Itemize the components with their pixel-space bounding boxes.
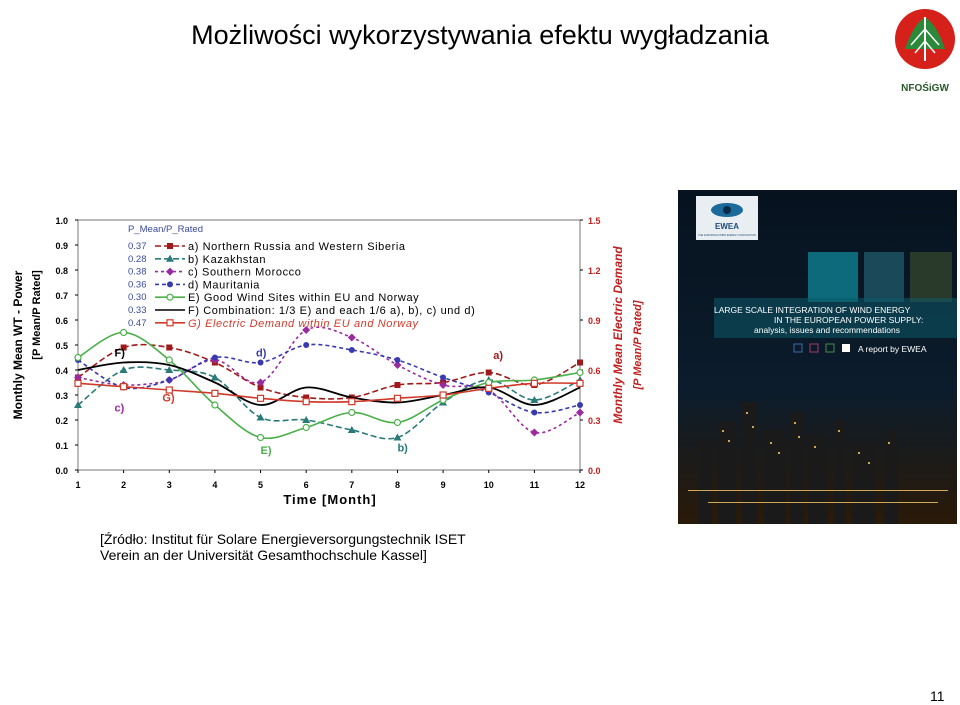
y-tick-label: 0.5	[55, 341, 68, 351]
y-axis-sublabel: [P Mean/P Rated]	[31, 270, 43, 360]
data-point	[167, 294, 173, 300]
x-tick-label: 11	[529, 480, 540, 490]
x-tick-label: 9	[440, 480, 446, 490]
legend-mean: 0.47	[128, 317, 147, 329]
series-annotation: d)	[255, 347, 267, 360]
y2-axis-sublabel: [P Mean/P Rated]	[632, 300, 644, 390]
x-tick-label: 7	[349, 480, 355, 490]
legend-label: c) Southern Morocco	[188, 266, 302, 279]
data-point	[167, 281, 173, 287]
legend-mean: 0.33	[128, 305, 147, 316]
data-point	[440, 392, 446, 398]
logo-text: NFOŚiGW	[901, 83, 949, 94]
legend-mean: 0.38	[128, 266, 147, 278]
data-point	[577, 370, 583, 376]
legend-label: d) Mauritania	[188, 279, 260, 292]
x-tick-label: 3	[166, 480, 172, 490]
data-point	[258, 435, 264, 441]
book-title-line2: IN THE EUROPEAN POWER SUPPLY:	[774, 315, 924, 325]
y-tick-label: 0.9	[55, 241, 68, 251]
x-tick-label: 1	[75, 480, 81, 490]
series-annotation: G)	[162, 392, 175, 405]
data-point	[530, 429, 538, 437]
series-annotation: b)	[397, 442, 408, 455]
data-point	[440, 375, 446, 381]
legend	[128, 224, 475, 330]
y2-tick-label: 0.3	[588, 416, 601, 426]
source-line-1: [Źródło: Institut für Solare Energieversorgungstechnik ISET	[100, 531, 466, 547]
y-tick-label: 0.2	[55, 416, 68, 426]
x-axis-label: Time [Month]	[283, 492, 377, 507]
data-point	[394, 357, 400, 363]
y-tick-label: 0.3	[55, 391, 68, 401]
x-tick-label: 8	[394, 480, 400, 490]
data-point	[167, 243, 173, 249]
slide-title: Możliwości wykorzystywania efektu wygładzania	[191, 20, 769, 50]
y2-axis-label: Monthly Mean Electric Demand	[611, 246, 625, 424]
y-tick-label: 0.0	[55, 466, 68, 476]
y2-tick-label: 0.0	[588, 466, 601, 476]
data-point	[349, 410, 355, 416]
data-point	[166, 377, 172, 383]
x-tick-label: 4	[212, 480, 218, 490]
data-point	[257, 414, 265, 421]
data-point	[531, 380, 537, 386]
data-point	[348, 334, 356, 342]
legend-label: E) Good Wind Sites within EU and Norway	[188, 292, 420, 305]
data-point	[166, 357, 172, 363]
x-tick-label: 10	[483, 480, 494, 490]
legend-mean: 0.36	[128, 279, 147, 291]
series-annotation: a)	[493, 349, 504, 362]
book-report-by: A report by EWEA	[858, 344, 927, 354]
data-point	[531, 410, 537, 416]
x-tick-label: 12	[574, 480, 586, 490]
data-point	[121, 384, 127, 390]
legend-mean: 0.37	[128, 241, 147, 252]
book-publisher-sub: THE EUROPEAN WIND ENERGY ASSOCIATION	[698, 234, 756, 237]
data-point	[577, 360, 583, 366]
data-point	[258, 395, 264, 401]
series-annotation: F)	[114, 347, 125, 360]
book-title-line1: LARGE SCALE INTEGRATION OF WIND ENERGY	[714, 305, 911, 315]
data-point	[486, 380, 492, 386]
book-publisher: EWEA	[715, 222, 739, 231]
data-point	[120, 366, 128, 373]
data-point	[394, 382, 400, 388]
y-tick-label: 0.8	[55, 266, 68, 276]
data-point	[212, 355, 218, 361]
data-point	[258, 360, 264, 366]
legend-label: b) Kazakhstan	[188, 253, 267, 266]
page-number: 11	[930, 688, 945, 704]
data-point	[303, 399, 309, 405]
data-point	[394, 395, 400, 401]
source-note	[100, 531, 466, 563]
x-tick-label: 5	[258, 480, 264, 490]
wind-power-chart	[0, 205, 670, 515]
y2-tick-label: 1.5	[588, 216, 601, 226]
y-axis-label: Monthly Mean WT - Power	[11, 270, 25, 420]
series-group	[74, 326, 584, 441]
legend-mean: 0.28	[128, 253, 147, 265]
series-annotation: E)	[260, 444, 272, 457]
x-tick-label: 2	[121, 480, 127, 490]
series-0	[75, 345, 583, 401]
data-point	[166, 345, 172, 351]
data-point	[486, 370, 492, 376]
legend-label: F) Combination: 1/3 E) and each 1/6 a), b), c) und d)	[188, 305, 476, 317]
series-line	[78, 367, 580, 439]
series-annotation: c)	[114, 402, 125, 415]
data-point	[576, 409, 584, 417]
y-tick-label: 0.4	[55, 366, 68, 376]
data-point	[212, 402, 218, 408]
source-line-2: Verein an der Universität Gesamthochschule Kassel]	[100, 547, 427, 563]
y2-tick-label: 0.9	[588, 316, 601, 326]
data-point	[486, 385, 492, 391]
legend-label: a) Northern Russia and Western Siberia	[188, 241, 406, 253]
data-point	[577, 380, 583, 386]
series-3	[75, 342, 583, 416]
data-point	[121, 330, 127, 336]
data-point	[349, 347, 355, 353]
data-point	[303, 342, 309, 348]
y-tick-label: 1.0	[55, 216, 68, 226]
y-tick-label: 0.7	[55, 291, 68, 301]
legend-mean: 0.30	[128, 292, 147, 304]
ewea-report-cover	[678, 190, 957, 524]
data-point	[212, 390, 218, 396]
legend-label: G) Electric Demand within EU and Norway	[188, 317, 419, 330]
data-point	[349, 399, 355, 405]
legend-header: P_Mean/P_Rated	[128, 224, 203, 235]
data-point	[75, 355, 81, 361]
data-point	[75, 380, 81, 386]
data-point	[303, 425, 309, 431]
x-tick-label: 6	[303, 480, 309, 490]
y2-tick-label: 0.6	[588, 366, 601, 376]
data-point	[167, 320, 173, 326]
data-point	[577, 402, 583, 408]
y-tick-label: 0.1	[55, 441, 68, 451]
data-point	[166, 268, 174, 276]
y2-tick-label: 1.2	[588, 266, 601, 276]
data-point	[394, 420, 400, 426]
y-tick-label: 0.6	[55, 316, 68, 326]
book-title-line3: analysis, issues and recommendations	[754, 325, 900, 335]
nfosigw-logo	[893, 5, 957, 97]
